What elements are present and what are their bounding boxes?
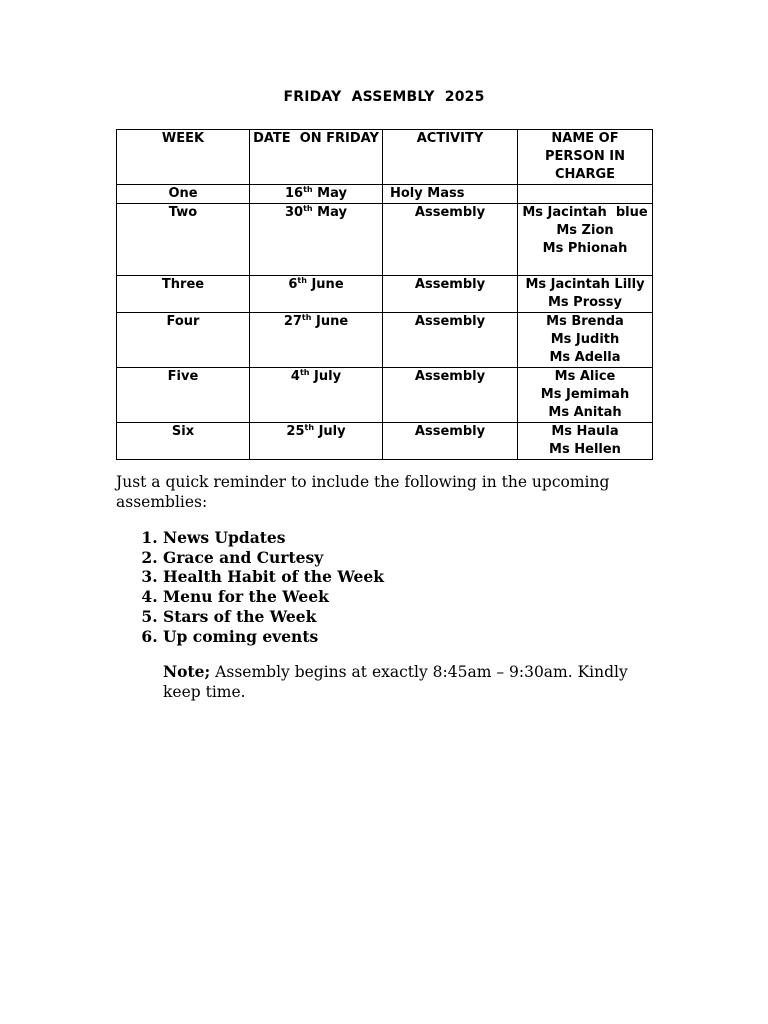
cell-person-in-charge xyxy=(518,368,653,423)
reminder-paragraph: Just a quick reminder to include the following in the upcoming assemblies: xyxy=(116,473,610,511)
header-date: DATE ON FRIDAY xyxy=(250,130,383,185)
cell-activity: Assembly xyxy=(383,368,518,423)
note-paragraph xyxy=(163,662,653,702)
list-item: 4. Menu for the Week xyxy=(163,587,384,607)
person-name: Ms Hellen xyxy=(549,442,621,457)
header-week: WEEK xyxy=(117,130,250,185)
cell-activity: Holy Mass xyxy=(383,185,518,204)
table-row xyxy=(117,185,653,204)
list-item: 1. News Updates xyxy=(163,528,384,548)
cell-date: 25th July xyxy=(250,423,383,460)
cell-person-in-charge xyxy=(518,204,653,276)
header-person-in-charge: NAME OF PERSON IN CHARGE xyxy=(518,130,653,185)
table-header-row xyxy=(117,130,653,185)
person-name: Ms Prossy xyxy=(547,295,623,310)
person-name: Ms Adella xyxy=(549,350,621,365)
cell-week: One xyxy=(117,185,250,204)
cell-person-in-charge xyxy=(518,313,653,368)
person-name: Ms Anitah xyxy=(548,405,622,420)
cell-date: 27th June xyxy=(250,313,383,368)
cell-week: Two xyxy=(117,204,250,276)
person-name: Ms Brenda xyxy=(546,314,624,329)
table-row xyxy=(117,276,653,313)
cell-week: Four xyxy=(117,313,250,368)
cell-date: 6th June xyxy=(250,276,383,313)
list-item: 6. Up coming events xyxy=(163,627,384,647)
cell-week: Three xyxy=(117,276,250,313)
list-item: 5. Stars of the Week xyxy=(163,607,384,627)
cell-date: 4th July xyxy=(250,368,383,423)
person-name: Ms Haula xyxy=(551,424,619,439)
assembly-items-list xyxy=(116,528,384,646)
cell-activity: Assembly xyxy=(383,204,518,276)
cell-activity: Assembly xyxy=(383,313,518,368)
cell-week: Five xyxy=(117,368,250,423)
page-title: FRIDAY ASSEMBLY 2025 xyxy=(283,89,485,105)
header-activity: ACTIVITY xyxy=(383,130,518,185)
person-name: Ms Jemimah xyxy=(540,387,630,402)
cell-person-in-charge xyxy=(518,423,653,460)
person-name: Ms Jacintah Lilly xyxy=(525,277,645,292)
list-item: 3. Health Habit of the Week xyxy=(163,567,384,587)
list-item: 2. Grace and Curtesy xyxy=(163,548,384,568)
assembly-schedule-table xyxy=(116,129,653,460)
cell-week: Six xyxy=(117,423,250,460)
person-name: Ms Jacintah blue xyxy=(522,205,648,220)
table-row xyxy=(117,423,653,460)
cell-person-in-charge xyxy=(518,185,653,204)
cell-activity: Assembly xyxy=(383,276,518,313)
note-label: Note; xyxy=(163,662,211,681)
note-text: Assembly begins at exactly 8:45am – 9:30am. Kindly keep time. xyxy=(163,663,628,701)
table-row xyxy=(117,368,653,423)
person-name: Ms Alice xyxy=(554,369,616,384)
cell-activity: Assembly xyxy=(383,423,518,460)
cell-date: 30th May xyxy=(250,204,383,276)
table-row xyxy=(117,204,653,276)
cell-person-in-charge xyxy=(518,276,653,313)
person-name: Ms Judith xyxy=(550,332,620,347)
table-row xyxy=(117,313,653,368)
person-name: Ms Zion xyxy=(556,223,614,238)
person-name: Ms Phionah xyxy=(542,241,628,256)
cell-date: 16th May xyxy=(250,185,383,204)
